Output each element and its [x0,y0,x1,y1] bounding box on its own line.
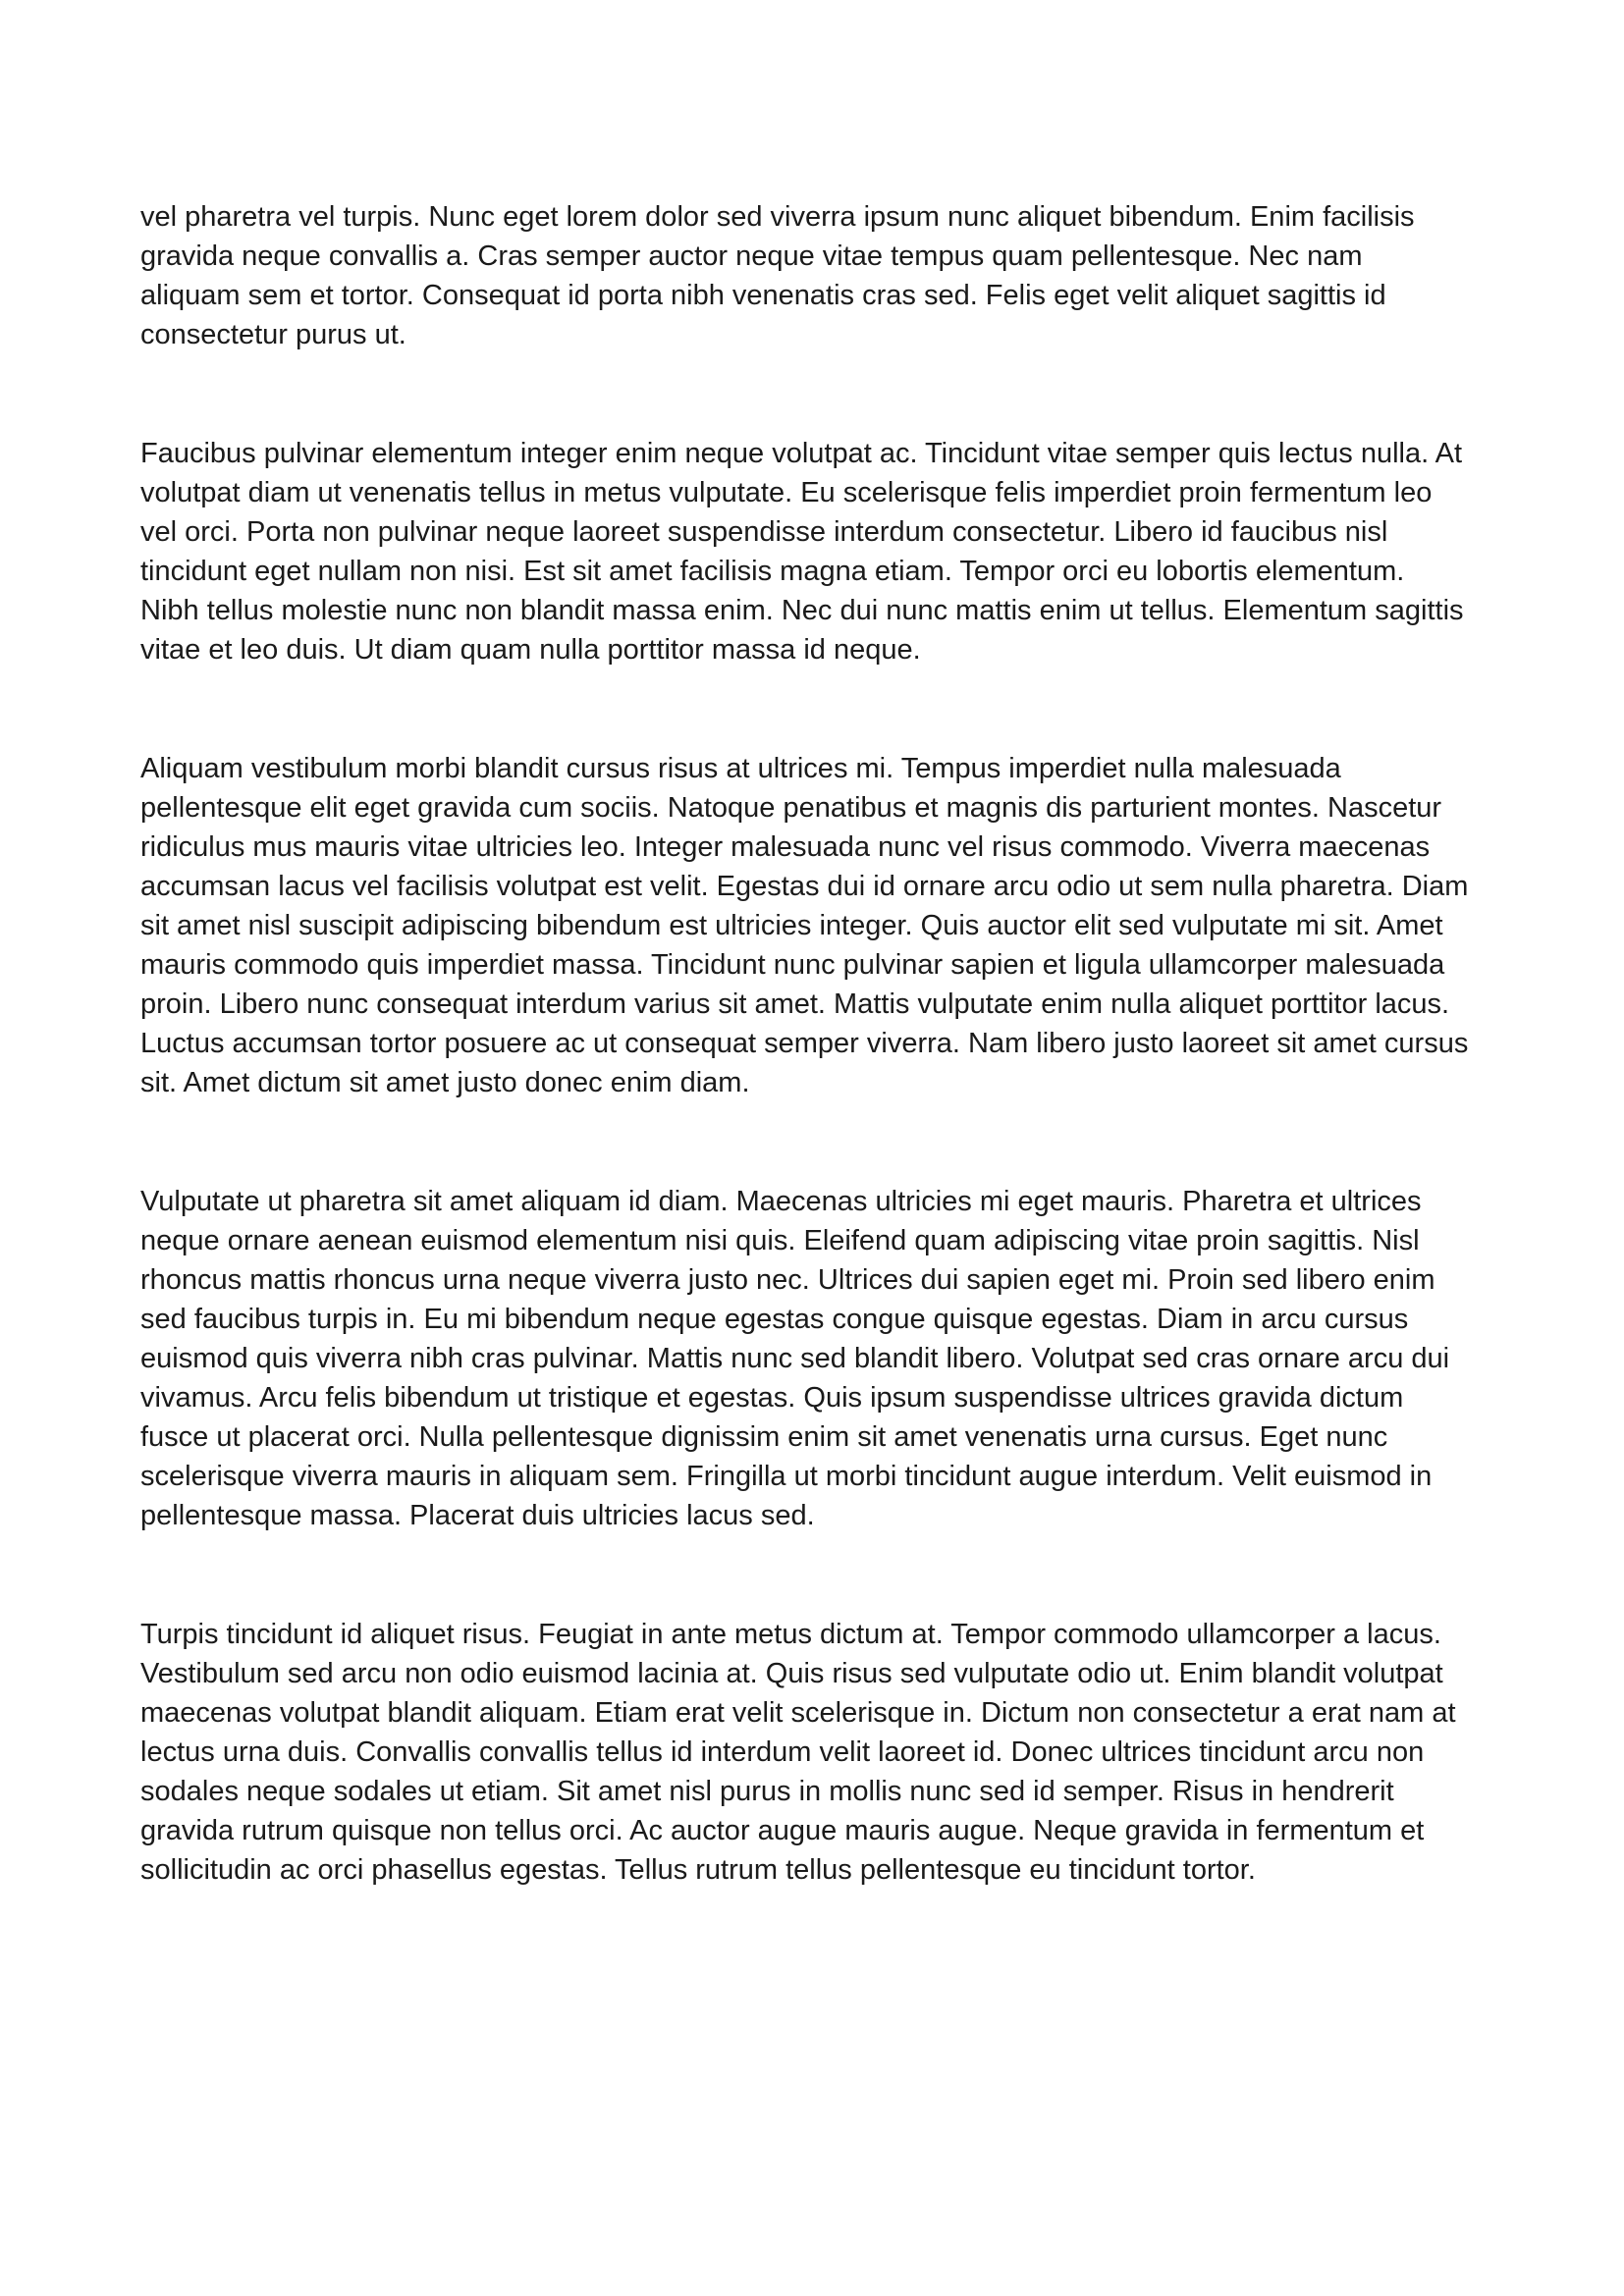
paragraph: vel pharetra vel turpis. Nunc eget lorem dolor sed viverra ipsum nunc aliquet bibendum. Enim facilisis gravida neque convallis a. Cras semper auctor neque vitae tempus quam pellentesque. Nec nam aliquam sem et tortor. Consequat id porta nibh venenatis cras sed. Felis eget velit aliquet sagittis id consectetur purus ut. [140,201,1415,350]
paragraph: Aliquam vestibulum morbi blandit cursus risus at ultrices mi. Tempus imperdiet nulla malesuada pellentesque elit eget gravida cum sociis. Natoque penatibus et magnis dis parturient montes. Nascetur ridiculus mus mauris vitae ultricies leo. Integer malesuada nunc vel risus commodo. Viverra maecenas accumsan lacus vel facilisis volutpat est velit. Egestas dui id ornare arcu odio ut sem nulla pharetra. Diam sit amet nisl suscipit adipiscing bibendum est ultricies integer. Quis auctor elit sed vulputate mi sit. Amet mauris commodo quis imperdiet massa. Tincidunt nunc pulvinar sapien et ligula ullamcorper malesuada proin. Libero nunc consequat interdum varius sit amet. Mattis vulputate enim nulla aliquet porttitor lacus. Luctus accumsan tortor posuere ac ut consequat semper viverra. Nam libero justo laoreet sit amet cursus sit. Amet dictum sit amet justo donec enim diam. [140,753,1469,1098]
paragraph: Vulputate ut pharetra sit amet aliquam id diam. Maecenas ultricies mi eget mauris. Pharetra et ultrices neque ornare aenean euismod elementum nisi quis. Eleifend quam adipiscing vitae proin sagittis. Nisl rhoncus mattis rhoncus urna neque viverra justo nec. Ultrices dui sapien eget mi. Proin sed libero enim sed faucibus turpis in. Eu mi bibendum neque egestas congue quisque egestas. Diam in arcu cursus euismod quis viverra nibh cras pulvinar. Mattis nunc sed blandit libero. Volutpat sed cras ornare arcu dui vivamus. Arcu felis bibendum ut tristique et egestas. Quis ipsum suspendisse ultrices gravida dictum fusce ut placerat orci. Nulla pellentesque dignissim enim sit amet venenatis urna cursus. Eget nunc scelerisque viverra mauris in aliquam sem. Fringilla ut morbi tincidunt augue interdum. Velit euismod in pellentesque massa. Placerat duis ultricies lacus sed. [140,1186,1450,1531]
paragraph: Faucibus pulvinar elementum integer enim neque volutpat ac. Tincidunt vitae semper quis lectus nulla. At volutpat diam ut venenatis tellus in metus vulputate. Eu scelerisque felis imperdiet proin fermentum leo vel orci. Porta non pulvinar neque laoreet suspendisse interdum consectetur. Libero id faucibus nisl tincidunt eget nullam non nisi. Est sit amet facilisis magna etiam. Tempor orci eu lobortis elementum. Nibh tellus molestie nunc non blandit massa enim. Nec dui nunc mattis enim ut tellus. Elementum sagittis vitae et leo duis. Ut diam quam nulla porttitor massa id neque. [140,438,1464,666]
document-body-text [140,197,1469,1890]
paragraph: Turpis tincidunt id aliquet risus. Feugiat in ante metus dictum at. Tempor commodo ullamcorper a lacus. Vestibulum sed arcu non odio euismod lacinia at. Quis risus sed vulputate odio ut. Enim blandit volutpat maecenas volutpat blandit aliquam. Etiam erat velit scelerisque in. Dictum non consectetur a erat nam at lectus urna duis. Convallis convallis tellus id interdum velit laoreet id. Donec ultrices tincidunt arcu non sodales neque sodales ut etiam. Sit amet nisl purus in mollis nunc sed id semper. Risus in hendrerit gravida rutrum quisque non tellus orci. Ac auctor augue mauris augue. Neque gravida in fermentum et sollicitudin ac orci phasellus egestas. Tellus rutrum tellus pellentesque eu tincidunt tortor. [140,1619,1456,1886]
